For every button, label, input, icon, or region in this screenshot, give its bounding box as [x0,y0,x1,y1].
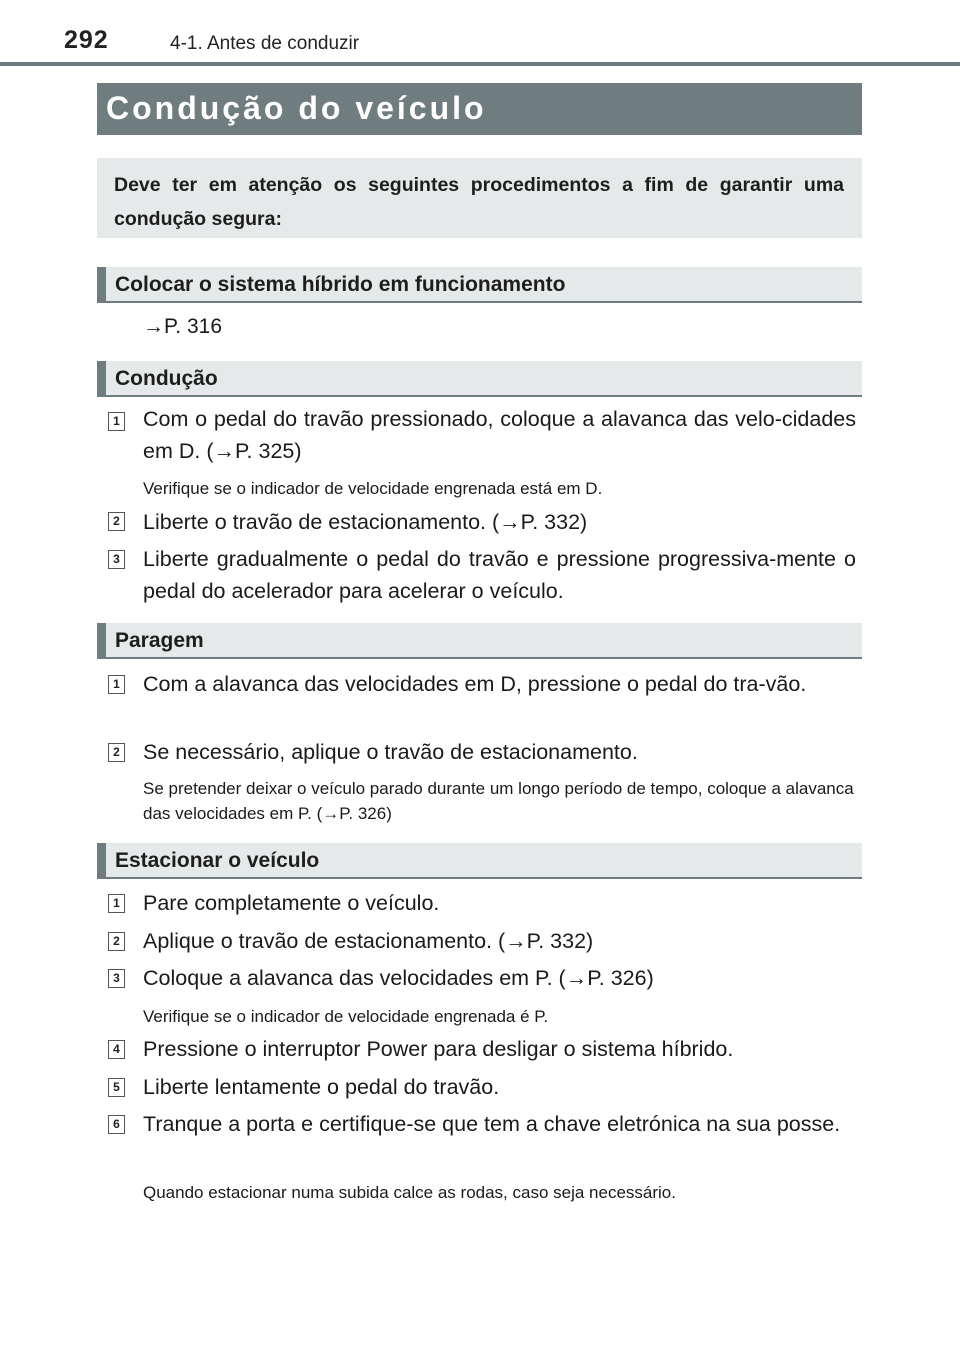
step-number: 6 [108,1115,125,1134]
step-text: Liberte o travão de estacionamento. (→P. 332) [143,510,588,534]
section-heading-label: Paragem [115,629,204,652]
running-head: 4-1. Antes de conduzir [170,33,360,54]
step-text: Se necessário, aplique o travão de estacionamento. [143,740,638,764]
step-note: Se pretender deixar o veículo parado durante um longo período de tempo, coloque a alavanca das velocidades em P. (→P. 326) [143,779,854,823]
section-heading-label: Colocar o sistema híbrido em funcionamento [115,273,566,296]
step-text: Com o pedal do travão pressionado, coloque a alavanca das velo-cidades em D. (→P. 325) [143,407,856,463]
section-heading-stopping [97,623,862,659]
page-header [0,0,960,68]
step-number: 3 [108,969,125,988]
page-title: Condução do veículo [106,90,487,126]
step-text: Pare completamente o veículo. [143,891,440,915]
header-rule [0,62,960,66]
section-heading-start [97,267,862,303]
section-heading-parking [97,843,862,879]
step-number: 2 [108,932,125,951]
intro-box [97,158,862,238]
step-text: Tranque a porta e certifique-se que tem a chave eletrónica na sua posse. [143,1112,841,1136]
step-number: 1 [108,412,125,431]
step-number: 3 [108,550,125,569]
step-text: Com a alavanca das velocidades em D, pressione o pedal do tra-vão. [143,672,807,696]
step-note: Verifique se o indicador de velocidade engrenada é P. [143,1007,549,1026]
step-number: 5 [108,1078,125,1097]
section-heading-driving [97,361,862,397]
step-text: Pressione o interruptor Power para desligar o sistema híbrido. [143,1037,734,1061]
step-note: Quando estacionar numa subida calce as rodas, caso seja necessário. [143,1183,676,1202]
step-text: Liberte lentamente o pedal do travão. [143,1075,500,1099]
step-number: 1 [108,894,125,913]
step-text: Coloque a alavanca das velocidades em P. (→P. 326) [143,966,654,990]
step-text: Liberte gradualmente o pedal do travão e pressione progressiva-mente o pedal do acelerador para acelerar o veículo. [143,547,856,603]
step-number: 2 [108,512,125,531]
step-number: 2 [108,743,125,762]
title-bar [97,83,862,135]
step-text: Aplique o travão de estacionamento. (→P. 332) [143,929,594,953]
intro-text: Deve ter em atenção os seguintes procedimentos a fim de garantir uma condução segura: [114,174,844,230]
section-heading-label: Estacionar o veículo [115,849,320,872]
step-note: Verifique se o indicador de velocidade engrenada está em D. [143,479,603,498]
step-number: 1 [108,675,125,694]
page-number: 292 [64,26,109,54]
page-reference: →P. 316 [143,315,223,338]
section-heading-label: Condução [115,367,218,390]
step-number: 4 [108,1040,125,1059]
